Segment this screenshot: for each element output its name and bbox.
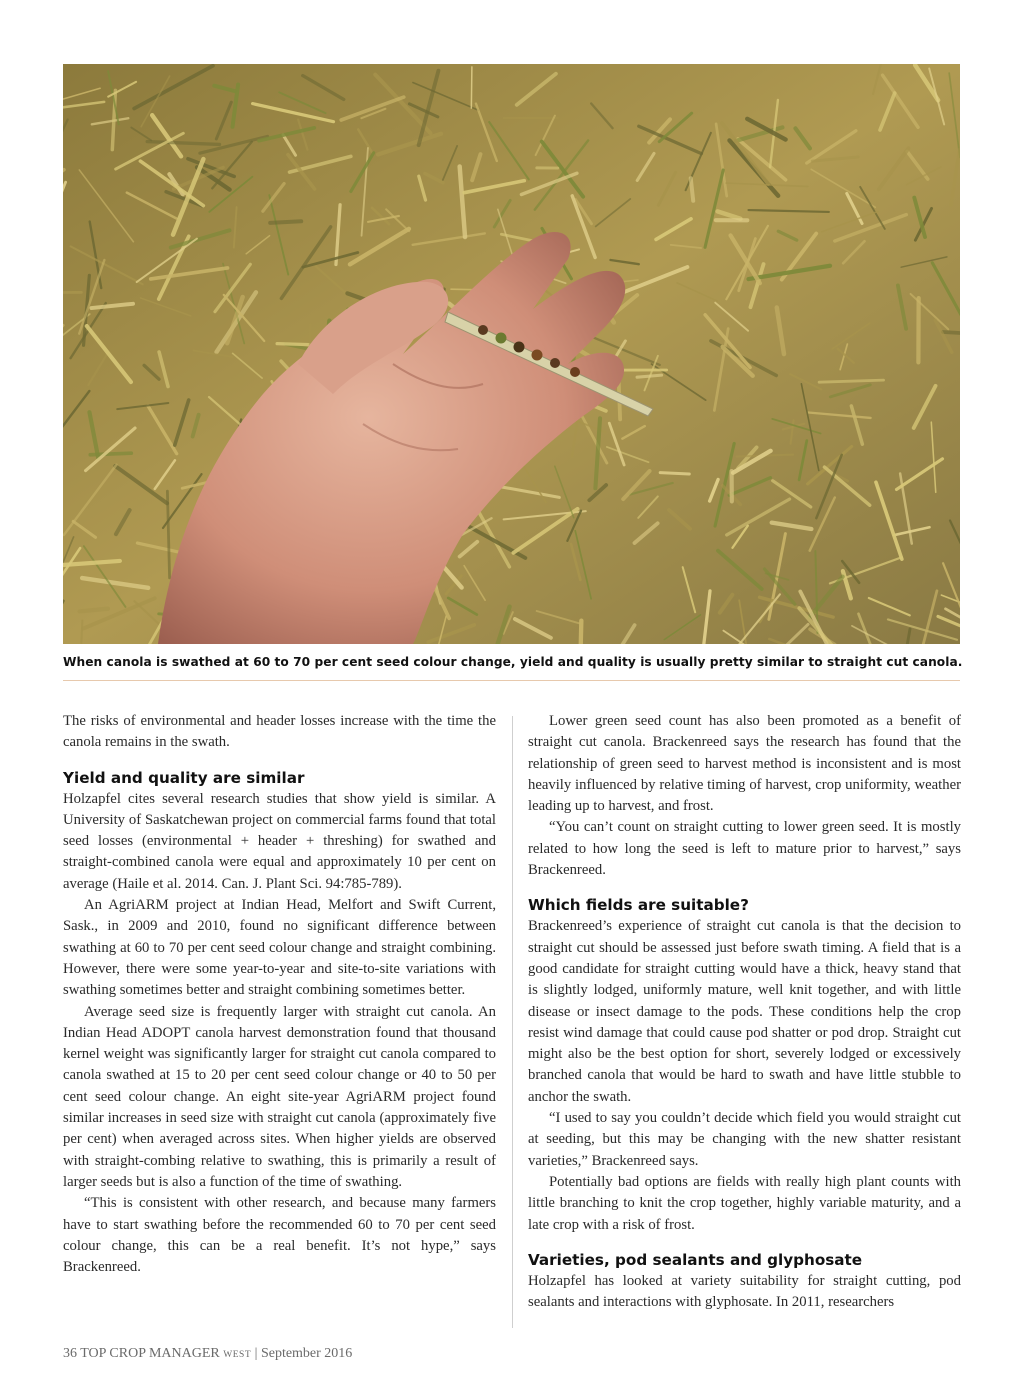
column-divider [512, 716, 513, 1328]
paragraph: “This is consistent with other research, and because many farmers have to start swathing before the recommended 60 to 70 per cent seed colour change, this can be a real benefit. It’s not hype,” says Brackenreed. [63, 1195, 496, 1276]
paragraph: Average seed size is frequently larger with straight cut canola. An Indian Head ADOPT canola harvest demonstration found that thousand kernel weight was significantly larger for straight cut canola compared to canola swathed at 15 to 20 per cent seed colour change or 40 to 50 per cent seed colour change. An eight site-year AgriARM project found similar increases in seed size with straight cut canola (approximately five per cent) when averaged across sites. When higher yields are observed with straight-combing relative to swathing, this is primarily a result of larger seeds but is also a function of the time of swathing. [63, 1003, 496, 1190]
section-heading: Yield and quality are similar [63, 768, 305, 787]
paragraph: Potentially bad options are fields with really high plant counts with little branching to knit the crop together, highly variable maturity, and a late crop with a risk of frost. [528, 1173, 961, 1233]
paragraph: “You can’t count on straight cutting to lower green seed. It is mostly related to how long the seed is left to mature prior to harvest,” says Brackenreed. [528, 819, 961, 879]
paragraph: Holzapfel cites several research studies that show yield is similar. A University of Saskatchewan project on commercial farms found that total seed losses (environmental + header + threshing) for swathed and straight-combined canola were equal and approximately 10 per cent on average (Haile et al. 2014. Can. J. Plant Sci. 94:785-789). [63, 790, 496, 892]
paragraph: Lower green seed count has also been promoted as a benefit of straight cut canola. Brackenreed says the research has found that the relationship of green seed to harvest method is inconsistent and is most heavily influenced by relative timing of harvest, crop uniformity, weather leading up to harvest, and frost. [528, 713, 961, 815]
paragraph: Brackenreed’s experience of straight cut canola is that the decision to straight cut should be assessed just before swath timing. A field that is a good candidate for straight cutting would have a thick, heavy stand that is slightly lodged, uniformly mature, well knit together, and with little disease or insect damage to the pods. These conditions help the crop resist wind damage that could cause pod shatter or pod drop. Straight cut might also be the best option for short, severely lodged or excessively branched canola that would be hard to swath and have little stubble to anchor the swath. [528, 918, 961, 1105]
page-footer [63, 1346, 352, 1362]
section-heading: Which fields are suitable? [528, 896, 749, 915]
article-photo [63, 64, 960, 644]
publication-edition: WEST [223, 1350, 252, 1360]
paragraph: The risks of environmental and header losses increase with the time the canola remains in the swath. [63, 713, 496, 751]
hand-holding-canola-pod-photo [63, 64, 960, 644]
page-number: 36 [63, 1346, 77, 1361]
caption-divider [63, 680, 960, 681]
paragraph: An AgriARM project at Indian Head, Melfort and Swift Current, Sask., in 2009 and 2010, found no significant difference between swathing at 60 to 70 per cent seed colour change and straight combining. However, there were some year-to-year and site-to-site variations with swathing sometimes better and straight combining sometimes better. [63, 897, 496, 999]
photo-caption: When canola is swathed at 60 to 70 per cent seed colour change, yield and quality is usually pretty similar to straight cut canola. [63, 655, 963, 669]
section-heading: Varieties, pod sealants and glyphosate [528, 1250, 863, 1269]
publication-name: TOP CROP MANAGER [80, 1346, 220, 1361]
paragraph: “I used to say you couldn’t decide which field you would straight cut at seeding, but this may be changing with the new shatter resistant varieties,” Brackenreed says. [528, 1110, 961, 1169]
article-column-left [63, 711, 496, 1278]
footer-separator: | [254, 1346, 258, 1361]
paragraph: Holzapfel has looked at variety suitability for straight cutting, pod sealants and interactions with glyphosate. In 2011, researchers [528, 1272, 961, 1311]
issue-date: September 2016 [260, 1346, 353, 1361]
article-column-right [528, 711, 961, 1313]
